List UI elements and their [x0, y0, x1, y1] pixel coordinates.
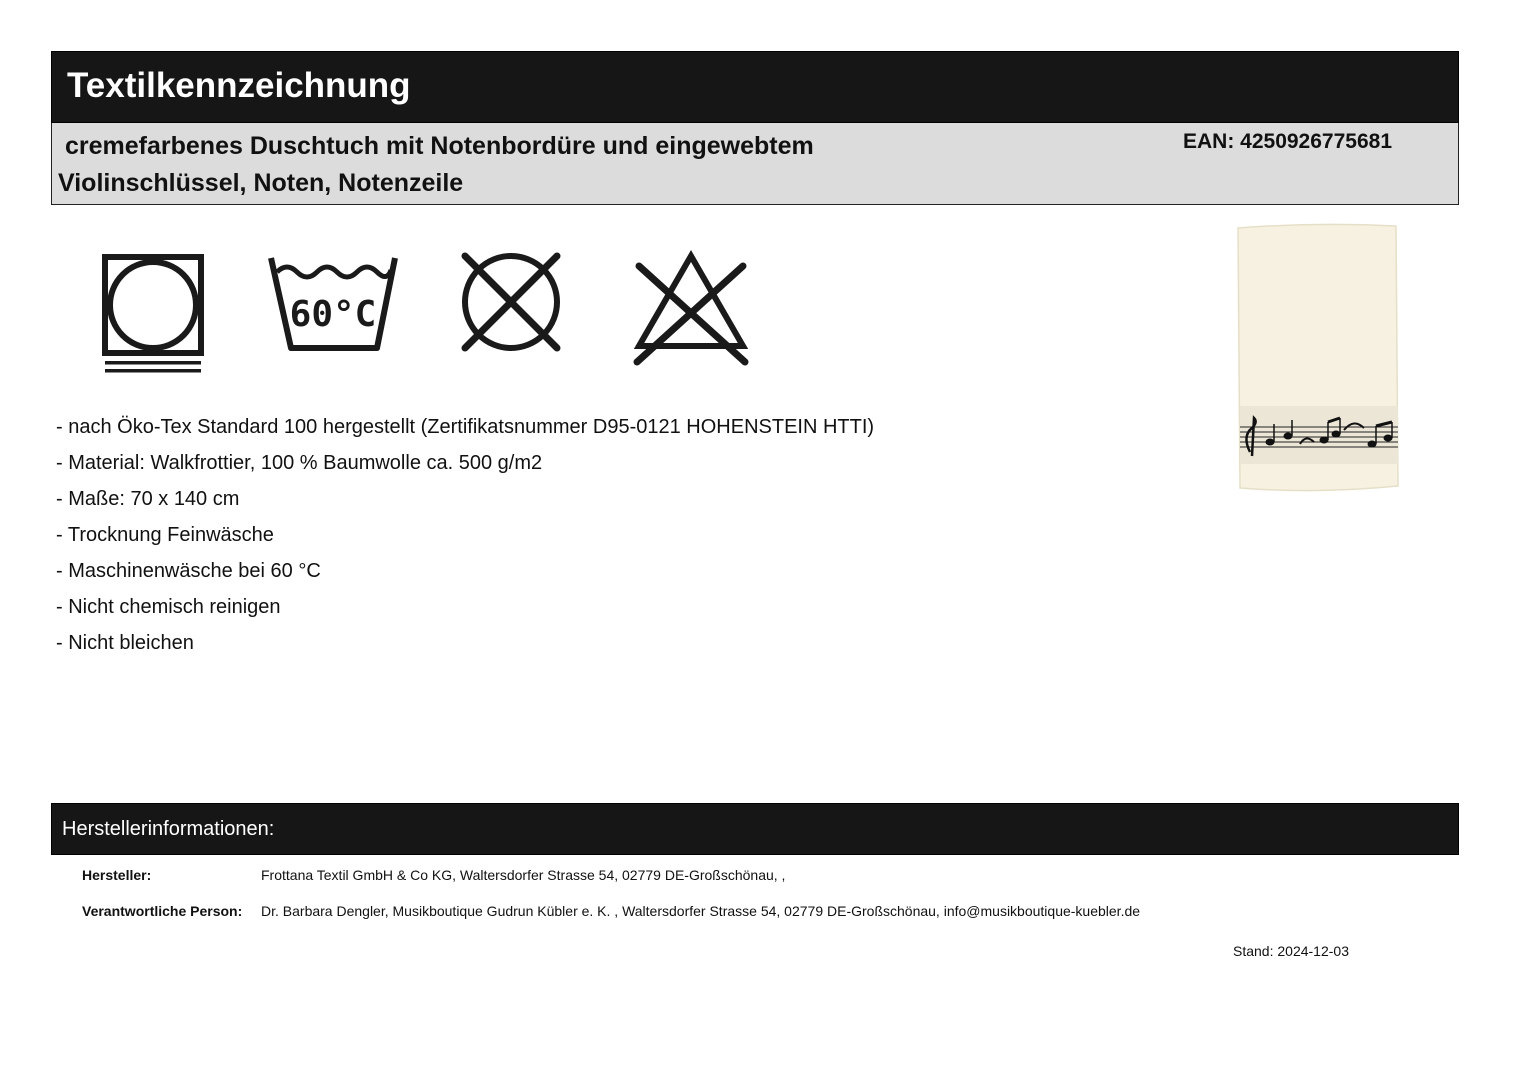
manufacturer-section-title: Herstellerinformationen: — [62, 818, 275, 840]
list-item: - Material: Walkfrottier, 100 % Baumwolle ca. 500 g/m2 — [56, 452, 543, 474]
feature-list — [56, 409, 874, 661]
towel-with-music-notes-image — [1232, 222, 1402, 492]
responsible-person-label: Verantwortliche Person: — [82, 903, 243, 919]
product-bar — [51, 123, 1459, 205]
list-item: - Nicht bleichen — [56, 632, 194, 654]
ean-code: EAN: 4250926775681 — [1183, 130, 1392, 153]
product-name-line2: Violinschlüssel, Noten, Notenzeile — [58, 169, 464, 197]
no-bleach-icon — [631, 250, 751, 370]
manufacturer-section-header — [51, 803, 1459, 855]
tumble-dry-gentle-icon — [102, 254, 206, 374]
responsible-person-value: Dr. Barbara Dengler, Musikboutique Gudrun Kübler e. K. , Waltersdorfer Strasse 54, 02779 DE-Großschönau, info@musikboutique-kuebler.de — [261, 903, 1141, 919]
list-item: - Trocknung Feinwäsche — [56, 524, 274, 546]
wash-temperature-label: 60°C — [289, 294, 377, 335]
list-item: - Maße: 70 x 140 cm — [56, 488, 240, 510]
wash-60c-icon — [265, 254, 401, 354]
no-dry-clean-icon — [459, 250, 563, 354]
title-bar — [51, 51, 1459, 123]
list-item: - nach Öko-Tex Standard 100 hergestellt (Zertifikatsnummer D95-0121 HOHENSTEIN HTTI) — [56, 416, 875, 438]
list-item: - Nicht chemisch reinigen — [56, 596, 281, 618]
manufacturer-label: Hersteller: — [82, 867, 152, 883]
manufacturer-value: Frottana Textil GmbH & Co KG, Waltersdorfer Strasse 54, 02779 DE-Großschönau, , — [261, 867, 786, 883]
stand-date: Stand: 2024-12-03 — [1233, 943, 1349, 959]
product-name — [58, 128, 958, 202]
list-item: - Maschinenwäsche bei 60 °C — [56, 560, 321, 582]
product-name-line1: cremefarbenes Duschtuch mit Notenbordüre und eingewebtem — [65, 132, 814, 160]
page-title: Textilkennzeichnung — [67, 66, 411, 105]
